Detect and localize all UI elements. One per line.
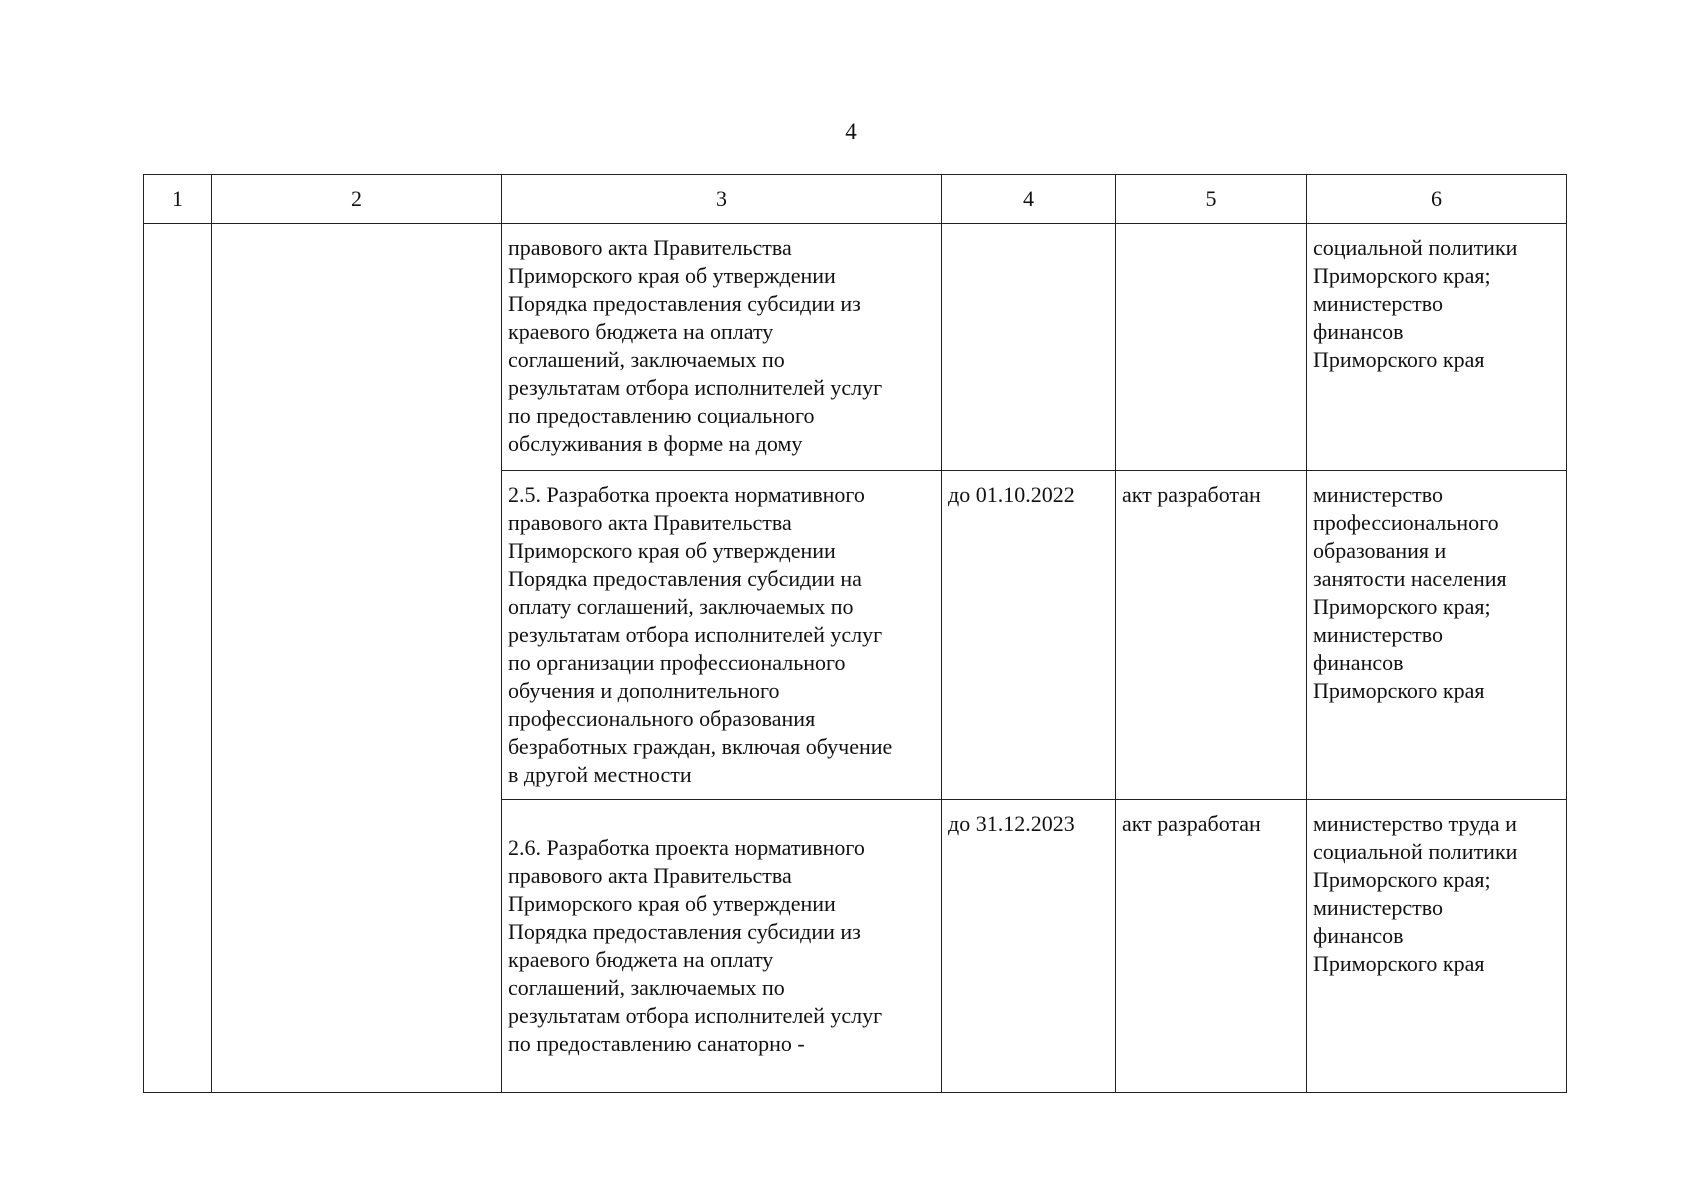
column-header-3: 3 <box>502 175 942 224</box>
page-number: 4 <box>845 119 857 144</box>
column-header-1: 1 <box>144 175 212 224</box>
result-cell <box>1116 224 1307 471</box>
table-row <box>144 224 1567 471</box>
deadline-cell: до 01.10.2022 <box>942 471 1116 800</box>
task-cell <box>212 224 502 1093</box>
responsible-cell: социальной политики Приморского края; министерство финансов Приморского края <box>1307 224 1567 471</box>
deadline-cell <box>942 224 1116 471</box>
table-header-row <box>144 175 1567 224</box>
activity-cell: 2.5. Разработка проекта нормативного правового акта Правительства Приморского края об утверждении Порядка предоставления субсидии на оплату соглашений, заключаемых по результатам отбора исполнителей услуг по организации профессионального обучения и дополнительного профессионального образования безработных граждан, включая обучение в другой местности <box>502 471 942 800</box>
responsible-cell: министерство труда и социальной политики Приморского края; министерство финансов Приморского края <box>1307 800 1567 1093</box>
column-header-4: 4 <box>942 175 1116 224</box>
row-number-cell <box>144 224 212 1093</box>
plan-table <box>143 174 1567 1093</box>
result-cell: акт разработан <box>1116 800 1307 1093</box>
column-header-2: 2 <box>212 175 502 224</box>
responsible-cell: министерство профессионального образования и занятости населения Приморского края; министерство финансов Приморского края <box>1307 471 1567 800</box>
column-header-5: 5 <box>1116 175 1307 224</box>
activity-cell: 2.6. Разработка проекта нормативного правового акта Правительства Приморского края об утверждении Порядка предоставления субсидии из краевого бюджета на оплату соглашений, заключаемых по результатам отбора исполнителей услуг по предоставлению санаторно - <box>502 800 942 1093</box>
deadline-cell: до 31.12.2023 <box>942 800 1116 1093</box>
column-header-6: 6 <box>1307 175 1567 224</box>
activity-cell: правового акта Правительства Приморского края об утверждении Порядка предоставления субсидии из краевого бюджета на оплату соглашений, заключаемых по результатам отбора исполнителей услуг по предоставлению социального обслуживания в форме на дому <box>502 224 942 471</box>
result-cell: акт разработан <box>1116 471 1307 800</box>
